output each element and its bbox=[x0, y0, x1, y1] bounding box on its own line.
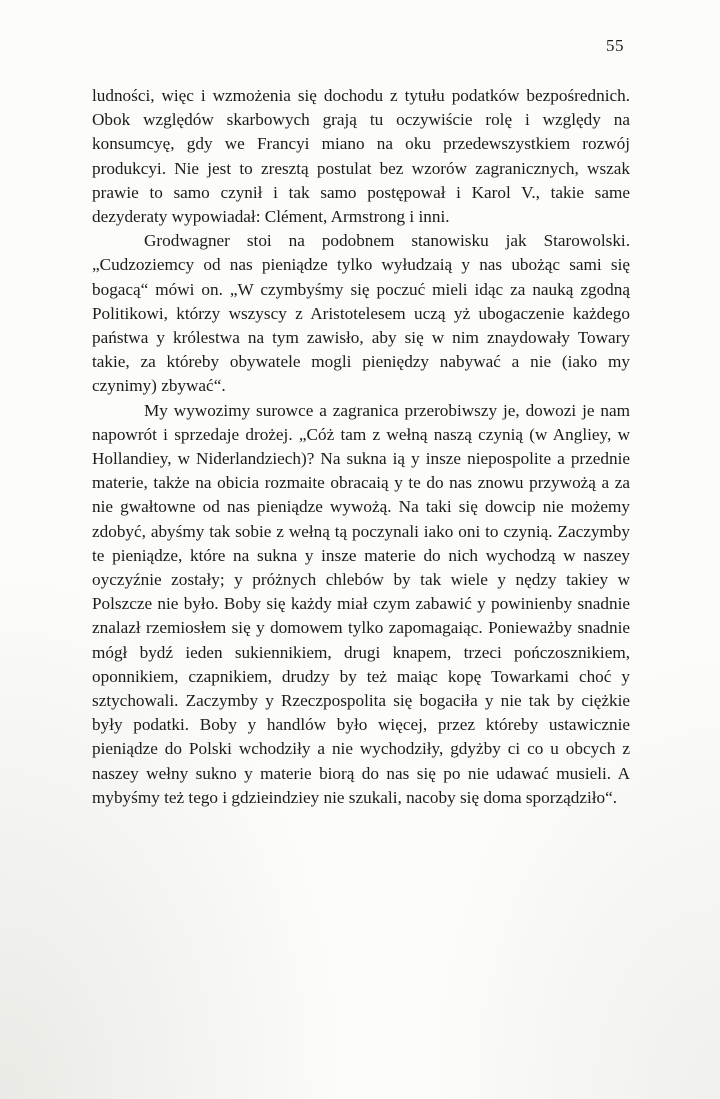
paragraph-2: Grodwagner stoi na podobnem stanowisku jak Starowolski. „Cudzoziemcy od nas pieniądze tylko wyłudzaią y nas ubożąc sami się bogacą“ mówi on. „W czymbyśmy się poczuć mieli idąc za nauką zgodną Politikowi, którzy wszyscy z Aristotelesem uczą yż ubogaczenie każdego państwa y królestwa na tym zawisło, aby się w nim znaydowały Towary takie, za którеby obywatele mogli pieniędzy nabywać a nie (iako my czynimy) zbywać“. bbox=[92, 231, 630, 396]
body-text bbox=[92, 84, 630, 810]
page-number: 55 bbox=[606, 36, 624, 55]
paragraph-3: My wywozimy surowce a zagranica przerobiwszy je, dowozi je nam napowrót i sprzedaje drożej. „Cóż tam z wełną naszą czynią (w Angliey, w Hollandiey, w Niderlandziech)? Na sukna ią y insze niepospolite a przednie materie, także na obicia rozmaite obracaią y te do nas znowu przywożą a za nie gwałtowne od nas pieniądze wywożą. Na taki się dowcip nie możemy zdobyć, abyśmy tak sobie z wełną tą poczynali iako oni to czynią. Zaczymby te pieniądze, które na sukna y insze materie do nich wychodzą w naszey oyczyźnie zostały; y próżnych chlebów by tak wiele y nędzy takiey w Polszcze nie było. Boby się każdy miał czym zabawić y powinienby snadnie znalazł rzemiosłem się y domowem tylko zapomagaiąc. Ponieważby snadnie mógł bydź ieden sukiennikiem, drugi knapem, trzeci pończosznikiem, oponnikiem, czapnikiem, drudzy by też maiąc kopę Towarkami choć y sztychowali. Zaczymby y Rzeczpospolita się bogaciła y nie tak by ciężkie były podatki. Boby y handlów było więcej, przez któreby ustawicznie pieniądze do Polski wchodziły a nie wychodziły, gdyżby ci co u obcych z naszey wełny sukno y materie biorą do nas się po nie udawać musieli. A mybyśmy też tego i gdzieindziey nie szukali, nacoby się doma sporządziło“. bbox=[92, 400, 630, 807]
paragraph-1: ludności, więc i wzmożenia się dochodu z tytułu podatków bezpośrednich. Obok względów skarbowych grają tu oczywiście rolę i względy na konsumcyę, gdy we Francyi miano na oku przedewszystkiem rozwój produkcyi. Nie jest to zresztą postulat bez wzorów zagranicznych, wszak prawie to samo czynił i tak samo postępował i Karol V., takie same dezyderaty wypowiadał: Clément, Armstrong i inni. bbox=[92, 86, 630, 227]
